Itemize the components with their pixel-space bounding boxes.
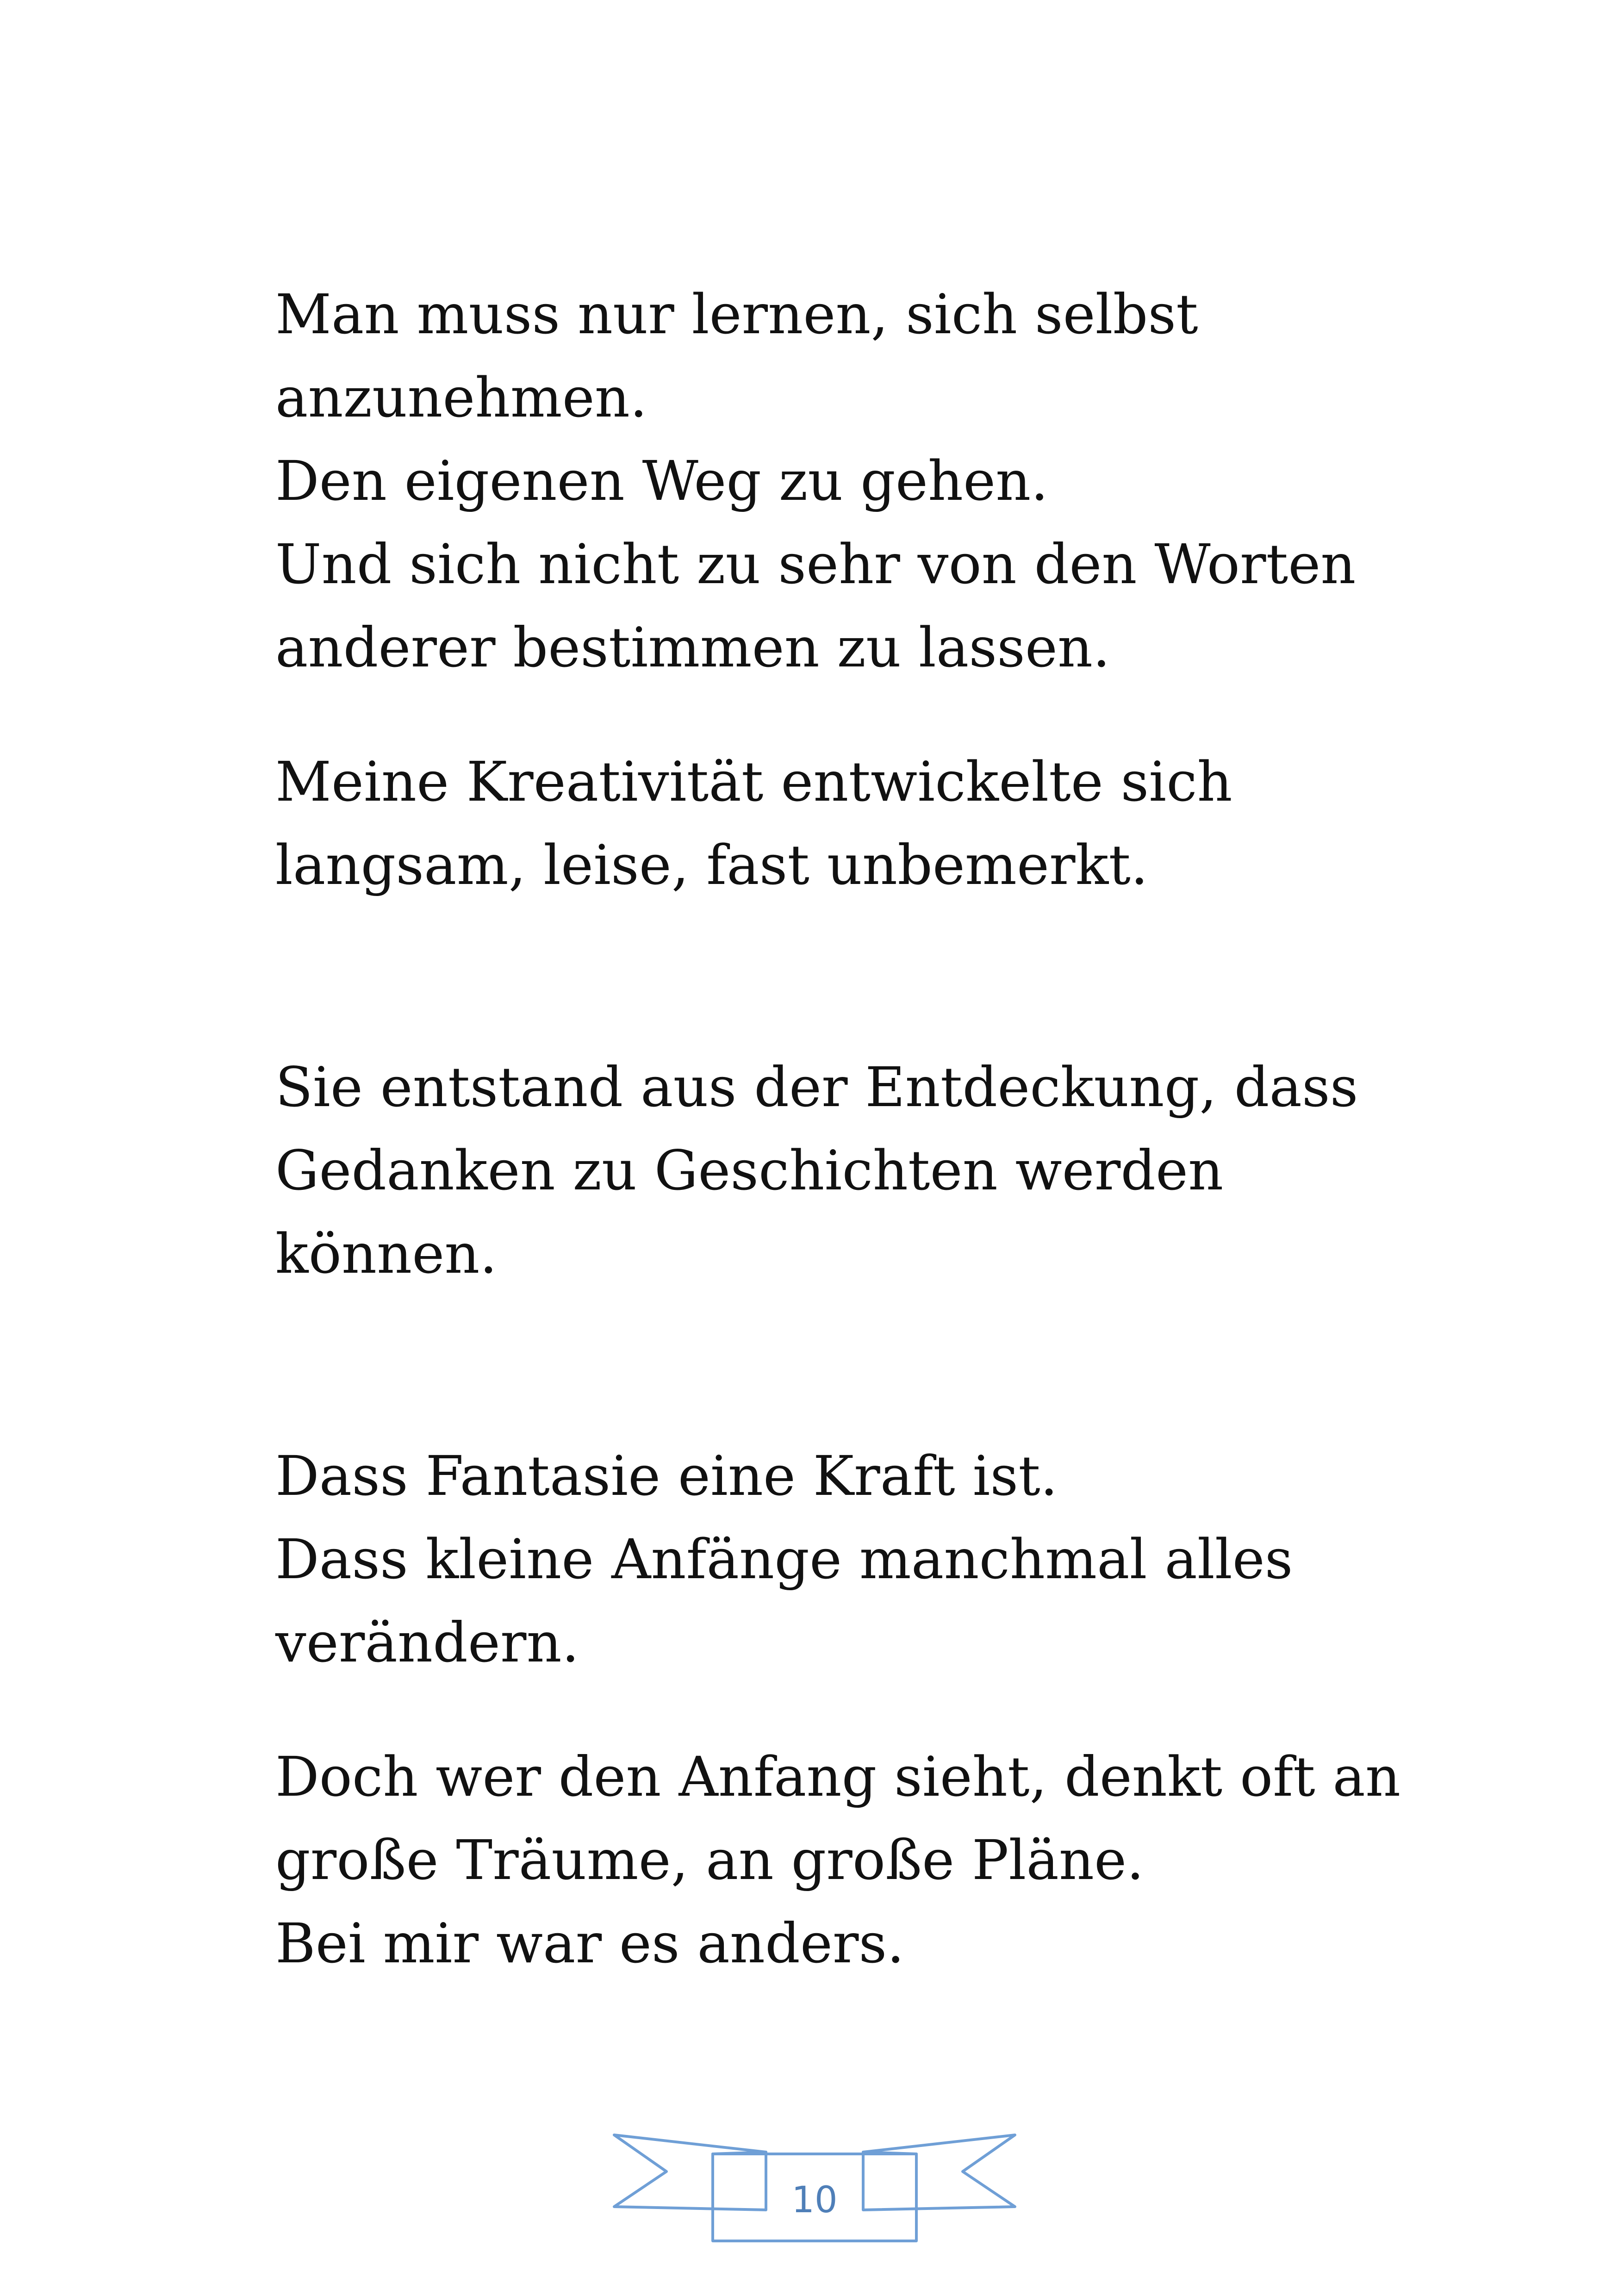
- ribbon-left-fold: [713, 2152, 766, 2154]
- paragraph-line: Doch wer den Anfang sieht, denkt oft an: [275, 1745, 1401, 1809]
- paragraph-line: Dass Fantasie eine Kraft ist.: [275, 1444, 1058, 1508]
- ribbon-right-tail: [863, 2135, 1015, 2210]
- paragraph-line: langsam, leise, fast unbemerkt.: [275, 833, 1148, 897]
- paragraph-line: können.: [275, 1222, 498, 1286]
- paragraph-line: anzunehmen.: [275, 366, 647, 429]
- paragraph-line: verändern.: [275, 1611, 579, 1674]
- page-number: 10: [791, 2179, 838, 2221]
- ribbon-left-tail: [614, 2135, 766, 2210]
- ribbon-banner-icon: [611, 2134, 1018, 2254]
- paragraph-line: Den eigenen Weg zu gehen.: [275, 449, 1049, 513]
- paragraph-line: Meine Kreativität entwickelte sich: [275, 750, 1232, 814]
- paragraph-line: Man muss nur lernen, sich selbst: [275, 282, 1198, 346]
- paragraph-line: Bei mir war es anders.: [275, 1911, 905, 1975]
- ribbon-right-fold: [863, 2152, 916, 2154]
- paragraph-line: Sie entstand aus der Entdeckung, dass: [275, 1055, 1358, 1119]
- paragraph-line: große Träume, an große Pläne.: [275, 1828, 1144, 1892]
- paragraph-line: Dass kleine Anfänge manchmal alles: [275, 1527, 1293, 1591]
- paragraph-line: Und sich nicht zu sehr von den Worten: [275, 532, 1356, 596]
- page-number-banner: [611, 2134, 1018, 2254]
- paragraph-line: anderer bestimmen zu lassen.: [275, 616, 1110, 679]
- paragraph-line: Gedanken zu Geschichten werden: [275, 1139, 1224, 1202]
